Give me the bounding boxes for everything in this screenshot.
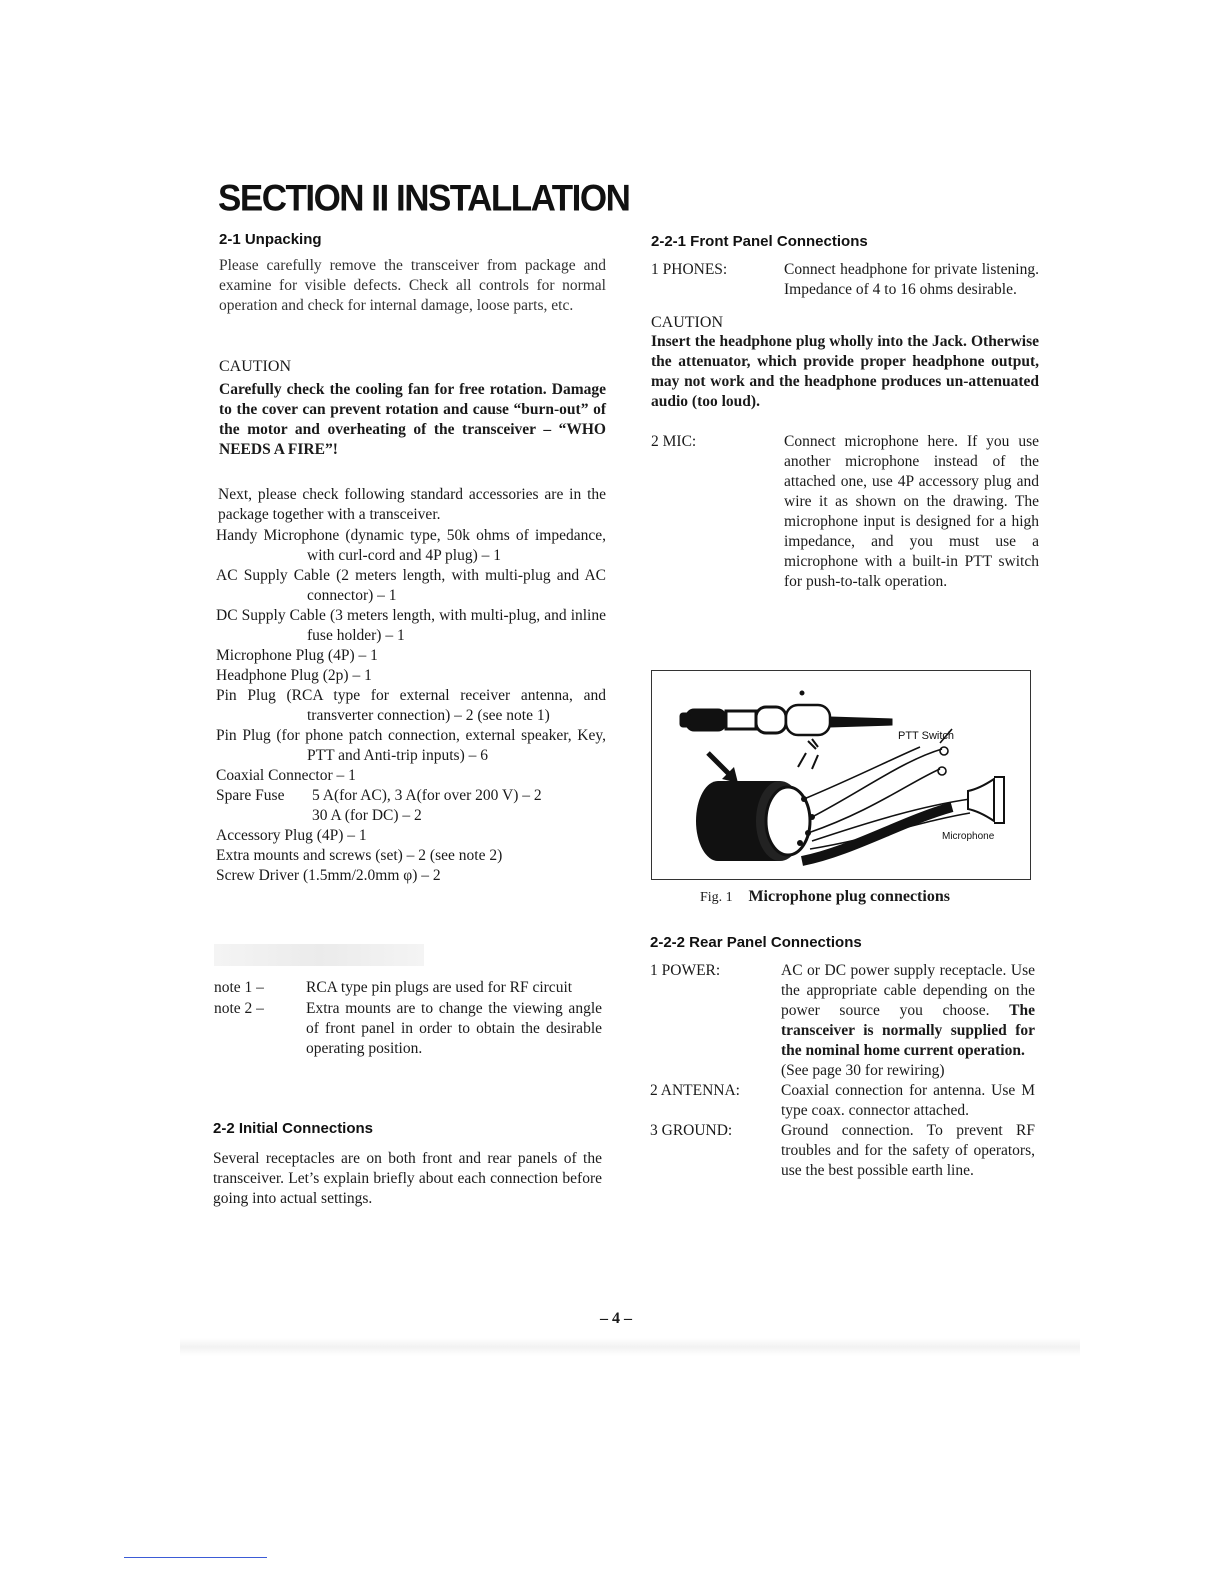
accessory-item: Headphone Plug (2p) – 1	[216, 667, 372, 684]
figure-caption	[700, 888, 950, 906]
ground-entry	[650, 1121, 1035, 1181]
initial-connections-text: Several receptacles are on both front and rear panels of the transceiver. Let’s explain briefly about each connection before going into actual settings.	[213, 1150, 602, 1207]
power-desc-tail: (See page 30 for rewiring)	[781, 1062, 945, 1079]
phones-term: 1 PHONES:	[651, 261, 728, 278]
antenna-term: 2 ANTENNA:	[650, 1082, 740, 1099]
phones-entry	[651, 260, 1039, 300]
headphone-caution-text: Insert the headphone plug wholly into the Jack. Otherwise the attenuator, which provide proper headphone output, may not work and the headphone produces un-attenuated audio (too loud).	[651, 333, 1039, 410]
notes-block	[214, 978, 602, 1059]
note-1-label: note 1 –	[214, 979, 264, 996]
note-2-text: Extra mounts are to change the viewing angle of front panel in order to obtain the desirable operating position.	[306, 1000, 602, 1057]
mic-cable	[802, 807, 952, 861]
note-2-label: note 2 –	[214, 1000, 264, 1017]
scan-shadow	[180, 1338, 1080, 1356]
power-term: 1 POWER:	[650, 962, 721, 979]
microphone-icon	[968, 777, 1004, 823]
accessory-item: Accessory Plug (4P) – 1	[216, 827, 367, 844]
front-panel-heading: 2-2-1 Front Panel Connections	[651, 233, 868, 250]
rear-panel-section	[650, 934, 1035, 1181]
microphone-label: Microphone	[942, 831, 995, 842]
caution-label: CAUTION	[219, 358, 291, 375]
accessory-item: Pin Plug (for phone patch connection, external speaker, Key, PTT and Anti-trip inputs) – 6	[216, 727, 606, 764]
unpacking-heading: 2-1 Unpacking	[219, 231, 322, 248]
front-panel-section	[651, 233, 1039, 592]
accessory-item: Screw Driver (1.5mm/2.0mm φ) – 2	[216, 867, 441, 884]
rear-panel-heading: 2-2-2 Rear Panel Connections	[650, 934, 862, 951]
accessory-item: AC Supply Cable (2 meters length, with multi-plug and AC connector) – 1	[216, 567, 606, 604]
ground-desc: Ground connection. To prevent RF troubles and for the safety of operators, use the best possible earth line.	[781, 1122, 1035, 1179]
accessory-item: Microphone Plug (4P) – 1	[216, 647, 378, 664]
caution-text: Carefully check the cooling fan for free rotation. Damage to the cover can prevent rotation and cause “burn-out” of the motor and overheating of the transceiver – “WHO NEEDS A FIRE”!	[219, 381, 606, 458]
unpacking-section	[219, 231, 606, 316]
power-desc-bold: The transceiver is normally supplied for the nominal home current operation.	[781, 1002, 1035, 1059]
phones-desc: Connect headphone for private listening. Impedance of 4 to 16 ohms desirable.	[784, 261, 1039, 298]
accessories-list	[216, 526, 606, 886]
microphone-plug-figure	[651, 670, 1031, 880]
accessory-item: Pin Plug (RCA type for external receiver antenna, and transverter connection) – 2 (see note 1)	[216, 687, 606, 724]
caution-fan-block	[219, 358, 606, 460]
figure-caption-text: Microphone plug connections	[748, 888, 950, 905]
note-1	[214, 978, 602, 998]
mic-entry	[651, 432, 1039, 592]
page-number: – 4 –	[600, 1310, 632, 1327]
mic-desc: Connect microphone here. If you use another microphone instead of the attached one, use 4P accessory plug and wire it as shown on the drawing. The microphone input is designed for a high impedance, and you must use a microphone with a built-in PTT switch for push-to-talk operation.	[784, 433, 1039, 590]
accessory-item: Coaxial Connector – 1	[216, 767, 356, 784]
power-desc: AC or DC power supply receptacle. Use the appropriate cable depending on the power source you choose.	[781, 962, 1035, 1019]
power-desc-block	[781, 961, 1035, 1081]
mic-term: 2 MIC:	[651, 433, 697, 450]
accessory-item: Extra mounts and screws (set) – 2 (see note 2)	[216, 847, 503, 864]
spare-fuse-line1: 5 A(for AC), 3 A(for over 200 V) – 2	[312, 787, 542, 804]
spare-fuse-label: Spare Fuse	[216, 787, 285, 804]
footer-rule	[124, 1557, 267, 1558]
section-title: SECTION II INSTALLATION	[218, 178, 630, 219]
spare-fuse-line2: 30 A (for DC) – 2	[312, 807, 422, 824]
figure-caption-number: Fig. 1	[700, 890, 733, 905]
microphone-plug-drawing	[652, 671, 1030, 879]
accessories-block	[216, 485, 606, 886]
initial-connections-heading: 2-2 Initial Connections	[213, 1120, 374, 1137]
ground-term: 3 GROUND:	[650, 1122, 733, 1139]
connector-illustration	[696, 781, 815, 861]
unpacking-text: Please carefully remove the transceiver from package and examine for visible defects. Check all controls for normal operation and check for internal damage, loose parts, etc.	[219, 257, 606, 314]
initial-connections-section	[213, 1120, 602, 1209]
accessory-item: DC Supply Cable (3 meters length, with multi-plug, and inline fuse holder) – 1	[216, 607, 606, 644]
ptt-switch-label: PTT Switch	[898, 730, 955, 742]
accessories-intro: Next, please check following standard accessories are in the package together with a transceiver.	[218, 486, 606, 523]
spare-fuse-values	[312, 786, 542, 826]
note-1-text: RCA type pin plugs are used for RF circuit	[306, 979, 573, 996]
accessory-item: Handy Microphone (dynamic type, 50k ohms of impedance, with curl-cord and 4P plug) – 1	[216, 527, 606, 564]
antenna-desc: Coaxial connection for antenna. Use M type coax. connector attached.	[781, 1082, 1035, 1119]
scan-smudge	[214, 944, 424, 966]
spare-fuse-item	[216, 786, 606, 826]
note-2	[214, 999, 602, 1059]
power-entry	[650, 961, 1035, 1081]
antenna-entry	[650, 1081, 1035, 1121]
headphone-caution-label: CAUTION	[651, 314, 723, 331]
